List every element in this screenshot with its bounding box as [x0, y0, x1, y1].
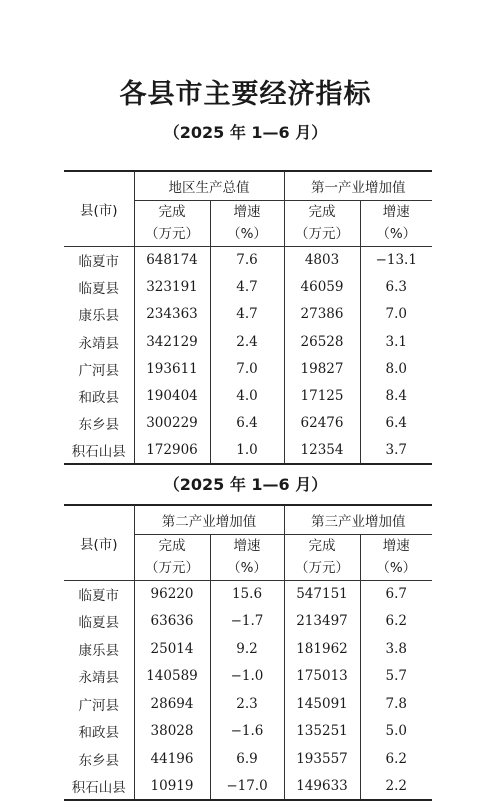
growth-cell: 6.4	[210, 410, 284, 437]
growth-cell: 8.4	[360, 382, 432, 409]
sub-header-amount: 完成 （万元）	[284, 200, 360, 246]
amount-cell: 63636	[134, 608, 210, 636]
county-name-cell: 临夏县	[78, 280, 119, 297]
table-row	[64, 437, 432, 464]
table-row	[64, 663, 432, 691]
table-row	[64, 246, 432, 273]
amount-cell: 323191	[134, 273, 210, 300]
table-row	[64, 355, 432, 382]
table2	[64, 504, 432, 801]
table2-period: （2025 年 1—6 月）	[163, 475, 328, 494]
growth-cell: 4.7	[210, 273, 284, 300]
amount-cell: 19827	[284, 355, 360, 382]
amount-cell: 547151	[284, 580, 360, 608]
amount-cell: 46059	[284, 273, 360, 300]
county-name-cell: 和政县	[78, 390, 119, 407]
amount-cell: 213497	[284, 608, 360, 636]
amount-cell: 193611	[134, 355, 210, 382]
amount-cell: 12354	[284, 437, 360, 464]
growth-cell: 4.0	[210, 382, 284, 409]
growth-cell: 2.4	[210, 328, 284, 355]
sub-header-growth: 增速 （%）	[210, 200, 284, 246]
county-name-cell: 东乡县	[78, 752, 119, 769]
growth-cell: 5.7	[360, 663, 432, 691]
growth-cell: 3.1	[360, 328, 432, 355]
amount-cell: 149633	[284, 773, 360, 801]
county-name-cell: 临夏市	[78, 253, 119, 270]
amount-cell: 62476	[284, 410, 360, 437]
county-header: 县(市)	[64, 505, 134, 580]
amount-cell: 140589	[134, 663, 210, 691]
growth-cell: 8.0	[360, 355, 432, 382]
table-row	[64, 273, 432, 300]
amount-cell: 10919	[134, 773, 210, 801]
county-name-cell: 积石山县	[64, 437, 134, 464]
growth-cell: 7.0	[360, 301, 432, 328]
growth-cell: 6.2	[360, 608, 432, 636]
growth-cell: −1.6	[210, 718, 284, 746]
growth-cell: 2.3	[210, 690, 284, 718]
growth-cell: 7.6	[210, 246, 284, 273]
growth-cell: 6.4	[360, 410, 432, 437]
sub-header-growth: 增速 （%）	[210, 534, 284, 580]
growth-cell: −17.0	[210, 773, 284, 801]
amount-cell: 135251	[284, 718, 360, 746]
group-header-gdp: 地区生产总值	[134, 171, 284, 200]
amount-cell: 175013	[284, 663, 360, 691]
growth-cell: 6.3	[360, 273, 432, 300]
amount-cell: 145091	[284, 690, 360, 718]
amount-cell: 234363	[134, 301, 210, 328]
table-row	[64, 608, 432, 636]
growth-cell: 9.2	[210, 635, 284, 663]
table-row	[64, 745, 432, 773]
group-header-secondary: 第二产业增加值	[134, 505, 284, 534]
county-name-cell: 广河县	[78, 697, 119, 714]
amount-cell: 648174	[134, 246, 210, 273]
amount-cell: 342129	[134, 328, 210, 355]
table-row	[64, 718, 432, 746]
page-title: 各县市主要经济指标	[119, 79, 372, 110]
amount-cell: 38028	[134, 718, 210, 746]
table-row	[64, 410, 432, 437]
amount-cell: 96220	[134, 580, 210, 608]
growth-cell: 7.0	[210, 355, 284, 382]
county-name-cell: 积石山县	[64, 773, 134, 801]
sub-header-amount: 完成 （万元）	[134, 200, 210, 246]
table-row	[64, 301, 432, 328]
table1	[64, 170, 432, 465]
county-name-cell: 广河县	[78, 362, 119, 379]
growth-cell: 1.0	[210, 437, 284, 464]
growth-cell: 7.8	[360, 690, 432, 718]
growth-cell: 6.7	[360, 580, 432, 608]
growth-cell: 3.8	[360, 635, 432, 663]
county-name-cell: 康乐县	[78, 308, 119, 325]
table1-period: （2025 年 1—6 月）	[163, 123, 328, 142]
table-row	[64, 580, 432, 608]
amount-cell: 17125	[284, 382, 360, 409]
amount-cell: 27386	[284, 301, 360, 328]
amount-cell: 25014	[134, 635, 210, 663]
amount-cell: 181962	[284, 635, 360, 663]
county-name-cell: 临夏市	[78, 588, 119, 604]
growth-cell: 15.6	[210, 580, 284, 608]
growth-cell: 6.9	[210, 745, 284, 773]
growth-cell: −1.0	[210, 663, 284, 691]
amount-cell: 28694	[134, 690, 210, 718]
growth-cell: 4.7	[210, 301, 284, 328]
growth-cell: 5.0	[360, 718, 432, 746]
table-row	[64, 690, 432, 718]
amount-cell: 26528	[284, 328, 360, 355]
sub-header-amount: 完成 （万元）	[284, 534, 360, 580]
amount-cell: 193557	[284, 745, 360, 773]
county-name-cell: 临夏县	[78, 615, 119, 632]
group-header-primary: 第一产业增加值	[284, 171, 432, 200]
county-name-cell: 康乐县	[78, 642, 119, 659]
table-row	[64, 382, 432, 409]
sub-header-growth: 增速 （%）	[360, 200, 432, 246]
amount-cell: 44196	[134, 745, 210, 773]
amount-cell: 172906	[134, 437, 210, 464]
growth-cell: 2.2	[360, 773, 432, 801]
county-name-cell: 东乡县	[78, 417, 119, 434]
growth-cell: −1.7	[210, 608, 284, 636]
amount-cell: 300229	[134, 410, 210, 437]
growth-cell: 6.2	[360, 745, 432, 773]
growth-cell: 3.7	[360, 437, 432, 464]
county-name-cell: 永靖县	[78, 335, 119, 352]
group-header-tertiary: 第三产业增加值	[284, 505, 432, 534]
amount-cell: 4803	[284, 246, 360, 273]
county-header: 县(市)	[64, 171, 134, 246]
growth-cell: −13.1	[360, 246, 432, 273]
county-name-cell: 永靖县	[78, 670, 119, 687]
amount-cell: 190404	[134, 382, 210, 409]
sub-header-growth: 增速 （%）	[360, 534, 432, 580]
county-name-cell: 和政县	[78, 725, 119, 742]
table-row	[64, 635, 432, 663]
sub-header-amount: 完成 （万元）	[134, 534, 210, 580]
table-row	[64, 773, 432, 801]
table-row	[64, 328, 432, 355]
